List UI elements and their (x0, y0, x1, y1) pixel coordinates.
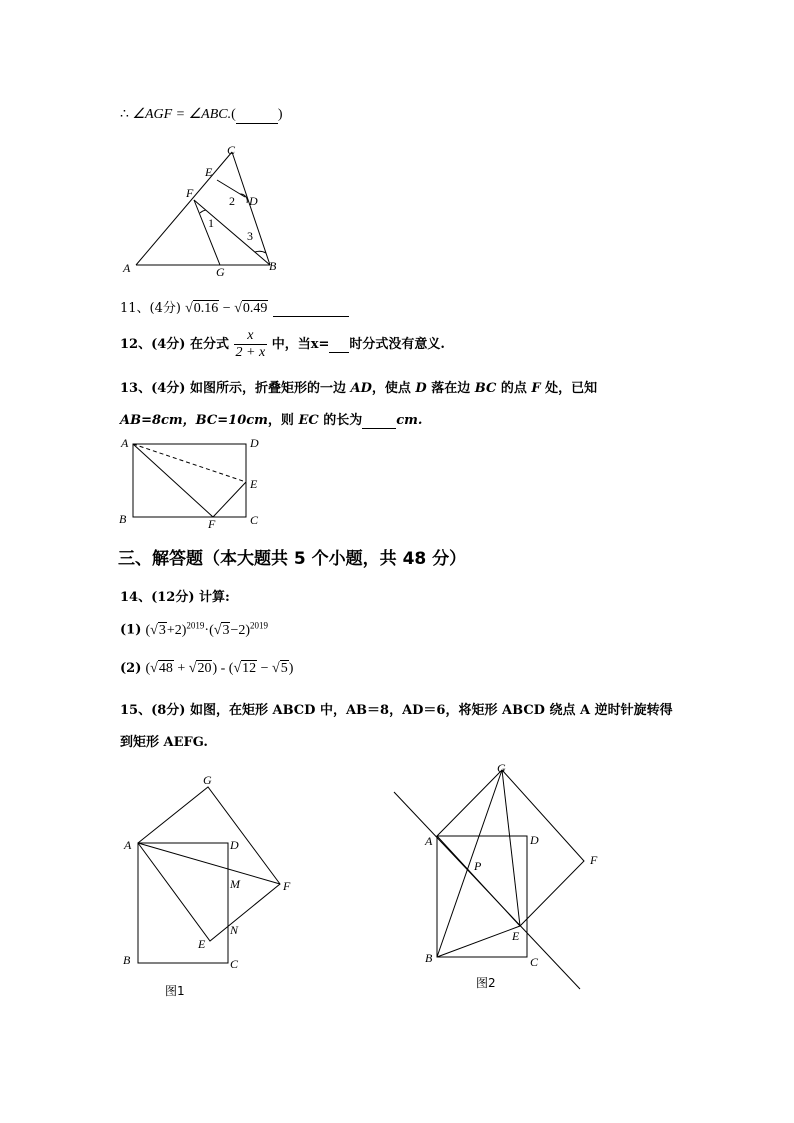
q13-text-6: ，则 (267, 413, 299, 428)
therefore-symbol: ∴ (120, 107, 129, 122)
q13-text-5: 处，已知 (540, 381, 598, 396)
q15-figure-1 (118, 770, 308, 1000)
label-G: G (216, 265, 225, 279)
label-B: B (119, 512, 127, 526)
q13-text-4: 的点 (496, 381, 532, 396)
figure-2-caption: 图2 (476, 976, 496, 990)
question-15-line2: 到矩形 AEFG. (120, 735, 208, 750)
angle-label-3: 3 (247, 229, 253, 243)
segment-AF (133, 444, 213, 517)
paren-open: ( (145, 661, 151, 676)
label-C: C (250, 513, 259, 527)
segment-AE-dashed (133, 444, 246, 482)
question-11: 11、(4分) √0.16 − √0.49 (120, 297, 349, 317)
q14-p1-exponent-2: 2019 (250, 620, 268, 630)
edge-AC (136, 152, 232, 265)
figure-1-caption: 图1 (165, 984, 185, 998)
label-C: C (227, 143, 236, 157)
angle-label-1: 1 (208, 216, 214, 230)
q10-expression: ∠AGF = ∠ABC. (132, 107, 232, 122)
label-C: C (530, 955, 539, 969)
q13-answer-blank[interactable] (362, 413, 396, 429)
label-A: A (425, 834, 433, 848)
label-A: A (124, 838, 132, 852)
question-15-line1: 15、(8分) 如图，在矩形 ABCD 中，AB＝8，AD＝6，将矩形 ABCD 绕点 A 逆时针旋转得 (120, 703, 673, 718)
angle3-arc (255, 251, 266, 253)
label-D: D (230, 838, 239, 852)
plus: + (173, 661, 189, 676)
segment-BG (437, 770, 502, 957)
q13-EC: EC (298, 413, 319, 428)
q13-text-1: 13、(4分) 如图所示，折叠矩形的一边 (120, 381, 351, 396)
q13-D: D (415, 381, 427, 396)
q12-text-end: 时分式没有意义. (349, 337, 445, 352)
term-end-1: +2) (166, 622, 187, 638)
label-F: F (590, 853, 598, 867)
label-E: E (512, 929, 520, 943)
q14-p2-radicand-3: 12 (242, 661, 257, 676)
label-G: G (203, 773, 212, 787)
label-D: D (249, 194, 258, 208)
q11-answer-blank[interactable] (273, 301, 349, 317)
q12-text-start: 12、(4分) 在分式 (120, 337, 229, 352)
line-through-A-E (394, 792, 580, 989)
label-D: D (250, 436, 259, 450)
angle1-arc (200, 210, 206, 213)
label-B: B (425, 951, 433, 965)
label-M: M (230, 877, 240, 891)
label-B: B (123, 953, 131, 967)
label-C: C (230, 957, 239, 971)
q13-text-7: 的长为 (318, 413, 363, 428)
q12-text-mid: 中，当x= (271, 337, 330, 352)
label-E: E (198, 937, 206, 951)
term-end-2: −2) (230, 622, 250, 638)
label-D: D (530, 833, 539, 847)
q10-conclusion (120, 106, 282, 124)
label-P: P (474, 859, 482, 873)
paren-close: ) (288, 661, 294, 676)
q13-rectangle-figure (118, 434, 268, 529)
segment-AF (138, 843, 280, 884)
q13-given: AB=8cm，BC=10cm (120, 413, 268, 428)
label-F: F (283, 879, 291, 893)
question-13-line1 (120, 377, 597, 396)
q13-F: F (531, 381, 541, 396)
label-E: E (205, 165, 213, 179)
middle-paren: ) - ( (212, 661, 234, 676)
dot-paren: ·( (204, 622, 214, 638)
segment-FE (213, 482, 246, 517)
q15-figure-2 (392, 760, 622, 995)
label-A: A (121, 436, 129, 450)
label-F: F (208, 517, 216, 531)
q14-p2-radicand-1: 48 (158, 661, 173, 676)
question-12 (120, 328, 445, 361)
q13-BC: BC (474, 381, 497, 396)
question-14-title: 14、(12分) 计算: (120, 590, 230, 605)
q10-open-paren: ( (231, 107, 236, 122)
q12-answer-blank[interactable] (329, 337, 349, 353)
q10-close-paren: ) (277, 107, 283, 122)
q13-text-2: ，使点 (371, 381, 416, 396)
question-14-part1: (1) $(√3+2)^{2019}\cdot(√3-2)^{2019}$ (120, 620, 268, 638)
q13-text-3: 落在边 (426, 381, 475, 396)
q10-triangle-figure (120, 142, 320, 282)
q13-unit: cm. (396, 413, 423, 428)
label-N: N (230, 923, 239, 937)
question-13-line2 (120, 409, 422, 429)
label-B: B (269, 259, 277, 273)
q14-p1-radicand-1: 3 (158, 622, 166, 638)
q13-AD: AD (350, 381, 372, 396)
q10-answer-blank[interactable] (236, 107, 278, 124)
label-A: A (123, 261, 131, 275)
segment-GE (502, 770, 520, 926)
q12-numerator: x (234, 328, 268, 345)
minus: − (257, 661, 273, 676)
q11-radicand-1: 0.16 (193, 301, 219, 316)
q12-fraction (234, 328, 268, 361)
q14-p2-radicand-2: 20 (197, 661, 212, 676)
q14-p1-radicand-2: 3 (222, 622, 230, 638)
q14-part2-label: (2) (120, 661, 142, 676)
segment-FG (194, 200, 220, 265)
q12-denominator: 2 + x (235, 345, 266, 360)
segment-BE (437, 926, 520, 957)
label-F: F (186, 186, 194, 200)
q14-p1-exponent-1: 2019 (186, 620, 205, 630)
label-E: E (250, 477, 258, 491)
edge-CB (232, 152, 270, 265)
angle-label-2: 2 (229, 194, 235, 208)
q11-number: 11、(4分) (120, 301, 181, 316)
label-G: G (497, 761, 506, 775)
question-14-part2: (2) (√48 + √20) - (√12 − √5) (120, 661, 294, 676)
q14-p2-radicand-4: 5 (280, 661, 288, 676)
rect-ABCD (133, 444, 246, 517)
q11-radicand-2: 0.49 (242, 301, 268, 316)
paren: ( (145, 622, 151, 638)
q14-part1-label: (1) (120, 622, 142, 638)
q11-minus: − (222, 301, 231, 316)
section-3-heading: 三、解答题（本大题共 5 个小题，共 48 分） (118, 549, 467, 569)
